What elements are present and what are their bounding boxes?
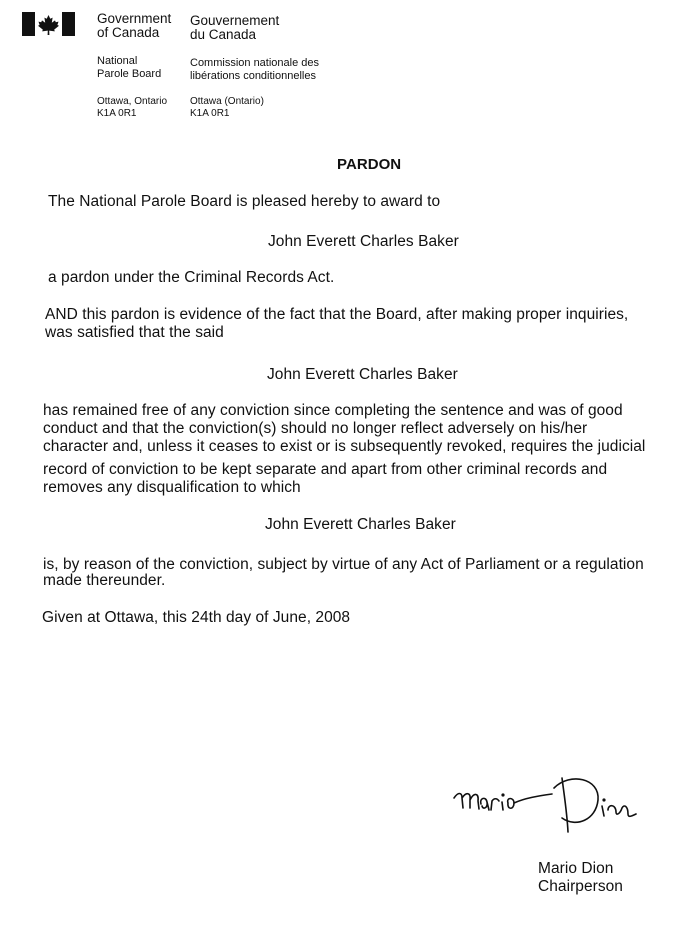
board-en-line-1: National bbox=[97, 55, 138, 67]
evidence-line-1: AND this pardon is evidence of the fact that the Board, after making proper inquiries, bbox=[45, 306, 629, 323]
signatory-title: Chairperson bbox=[538, 878, 623, 895]
handwritten-signature bbox=[450, 770, 650, 840]
board-fr bbox=[190, 57, 319, 82]
address-fr-line-2: K1A 0R1 bbox=[190, 107, 230, 119]
gov-fr bbox=[190, 14, 279, 42]
award-clause: a pardon under the Criminal Records Act. bbox=[48, 269, 335, 286]
address-fr-line-1: Ottawa (Ontario) bbox=[190, 96, 264, 107]
address-en-line-1: Ottawa, Ontario bbox=[97, 96, 168, 107]
conduct-line-1: has remained free of any conviction since completing the sentence and was of good bbox=[43, 402, 623, 419]
gov-en-line-1: Government bbox=[97, 11, 172, 26]
parliament-line-2: made thereunder. bbox=[43, 572, 166, 589]
board-en bbox=[97, 55, 161, 80]
gov-fr-line-2: du Canada bbox=[190, 27, 257, 42]
given-at-line: Given at Ottawa, this 24th day of June, 2008 bbox=[42, 609, 351, 626]
evidence-line-2: was satisfied that the said bbox=[45, 324, 224, 341]
recipient-name-1: John Everett Charles Baker bbox=[268, 233, 459, 250]
board-en-line-2: Parole Board bbox=[97, 67, 162, 80]
recipient-name-2: John Everett Charles Baker bbox=[267, 366, 458, 383]
document-title: PARDON bbox=[337, 156, 402, 173]
board-fr-line-2: libérations conditionnelles bbox=[190, 69, 316, 82]
conduct-line-5: removes any disqualification to which bbox=[43, 479, 301, 496]
address-fr bbox=[190, 96, 264, 119]
address-en bbox=[97, 96, 167, 119]
canada-flag-icon bbox=[22, 12, 75, 36]
conduct-line-3: character and, unless it ceases to exist or is subsequently revoked, requires the judicial bbox=[43, 438, 646, 455]
gov-en bbox=[97, 12, 171, 40]
recipient-name-3: John Everett Charles Baker bbox=[265, 516, 456, 533]
gov-en-line-2: of Canada bbox=[97, 25, 160, 40]
intro-line: The National Parole Board is pleased hereby to award to bbox=[48, 193, 441, 210]
conduct-line-2: conduct and that the conviction(s) should no longer reflect adversely on his/her bbox=[43, 420, 588, 437]
signatory-name: Mario Dion bbox=[538, 860, 614, 877]
board-fr-line-1: Commission nationale des bbox=[190, 57, 320, 69]
conduct-line-4: record of conviction to be kept separate and apart from other criminal records and bbox=[43, 461, 608, 478]
parliament-line-1: is, by reason of the conviction, subject by virtue of any Act of Parliament or a regulation bbox=[43, 556, 644, 573]
gov-fr-line-1: Gouvernement bbox=[190, 13, 280, 28]
address-en-line-2: K1A 0R1 bbox=[97, 107, 137, 119]
